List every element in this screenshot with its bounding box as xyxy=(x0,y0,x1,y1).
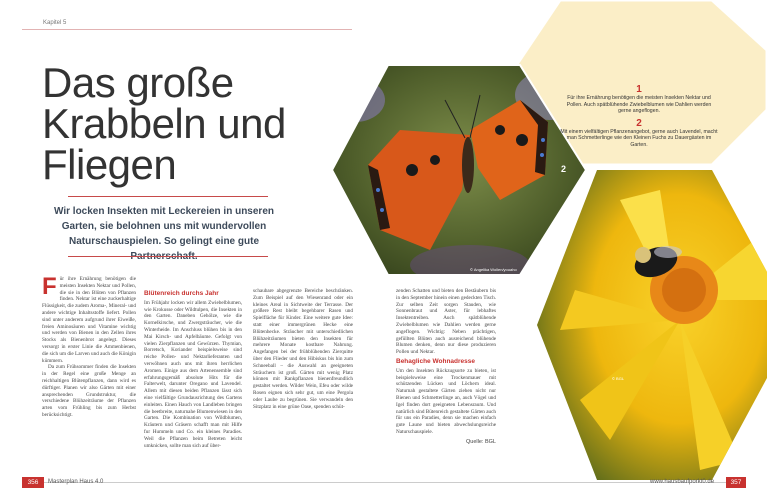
col3-paragraph: schaubare abgegrenzte Bereiche beschränken. Zum Beispiel auf den Wiesenrand oder ein kleines Areal in Sichtweite der Terrasse. Der größere Rest bleibt begehbarer Rasen und Spielfläche für Kinder. Eine weitere gute Idee: statt einer immergrünen Hecke eine Blütenhecke. Sträucher mit unterschiedlichen Blühzeiträumen bieten den Insekten für mehrere Monate kostbare Nahrung. Angefangen bei der frühblühenden Zierquitte über den Flieder und den Hibiskus bis hin zum Schneeball – die Auswahl an geeigneten Sträuchern ist groß. Gärten mit wenig Platz können mit Rankpflanzen bienenfreundlich gestaltet werden. Wilder Wein, Efeu oder wilde Rosen eignen sich sehr gut, um eine Pergola oder Laube zu begrünen. Sie verwandeln den Sitzplatz in eine grüne Oase, spenden schüt- xyxy=(253,288,353,410)
col4-paragraph-1: zenden Schatten und bieten den Bestäubern bis in den September hinein einen gedeckten Tisch. Zur selben Zeit sorgen Stauden, wie Sonnenbraut und Aster, für lebhaftes Insektentreiben. Auch spätblühende Zwiebelblumen wie Dahlien werden gerne angeflogen. Wichtig: Neben prächtigen, gefüllten Blüten auch ausreichend blühende Blumen denken, denn nur diese produzieren Pollen und Nektar. xyxy=(396,288,496,356)
top-divider xyxy=(22,29,352,30)
subhead-bluetenreich: Blütenreich durchs Jahr xyxy=(144,290,219,297)
intro-rule-top xyxy=(68,196,268,197)
intro-text: Wir locken Insekten mit Leckereien in unseren Garten, sie belohnen uns mit wundervollen Naturschauspielen. So gelingt eine gute xyxy=(54,206,274,247)
info-number-2: 2 xyxy=(636,117,642,129)
bee-photo xyxy=(535,165,767,485)
info-text-2: Mit einem vielfältigen Pflanzenangebot, gerne auch Lavendel, macht man Schmetterlinge wie den Kleinen Fuchs zu Dauergästen im Garten. xyxy=(560,128,718,148)
butterfly-photo-number: 2 xyxy=(561,164,567,174)
footer-divider xyxy=(22,482,745,483)
info-number-1: 1 xyxy=(636,84,642,95)
col2-paragraph: Im Frühjahr locken wir allem Zwiebelblumen, wie Krokusse oder Wildtulpen, die Insekten in den Garten. Daneben Gehölze, wie die Kornelkirsche, und Zwergsträucher, wie die Winterheide. Im Anschluss blühen bis in den Mai Kirsch- und Apfelbäume. Gefolgt von vielen Zierpflanzen und Gewürzen. Thymian, Borretsch, Koriander beispielsweise sind reiche Pollen- und Nektarlieferanten und verwöhnen auch uns mit ihren herrlichen Aromen. Einige aus dem Artenensemble sind erfahrungsgemäß absolute Hits für die Falterwelt, darunter Oregano und Lavendel. Allem mit diesen beiden Pflanzen lässt sich eine vielfältige Grundausrichtung des Gartens einleiten. Einen Hauch von Landleben bringen die beetbreite, naturnahe Blumenwiesen in den Garten. Die Kombination von Wildblumen, Kräutern und Gräsern schafft man mit Hilfe fur Hummeln und Co. ein kleines Paradies. Weil die Pflanzen beim Betreten leicht umknicken, sollte man sich auf über- xyxy=(144,299,242,449)
butterfly-photo-credit: © Angelika Wollen/youaho xyxy=(470,267,517,272)
title-line-3: Fliegen xyxy=(42,141,177,188)
title-line-2: Krabbeln und xyxy=(42,100,286,147)
title-line-1: Das große xyxy=(42,59,234,106)
col4-paragraph-2: Um den Insekten Rückzugsorte zu bieten, ist beispielsweise eine Trockenmauer mit schützenden Lücken und Löchern ideal. Naturnah gestaltete Gärten ziehen nicht nur Bienen und Schmetterlinge an, auch Vögel und Igel finden dort geeigneten Lebensraum. Und natürlich sind Bütenreich gestaltete Gärten auch für uns ein Paradies, denn sie machen einfach gute Laune und bieten abwechslungsreiche Naturschauspiele. xyxy=(396,367,496,435)
article-column-4 xyxy=(396,288,496,468)
info-box xyxy=(560,85,718,149)
subhead-wohnadresse: Behagliche Wohnadresse xyxy=(396,357,475,365)
article-column-2 xyxy=(144,288,242,466)
source-credit: Quelle: BGL xyxy=(466,438,496,445)
dropcap: F xyxy=(42,276,57,300)
page-number-left: 356 xyxy=(22,477,44,488)
col1-paragraph-2: Da zum Frühsommer finden die Insekten in der Regel eine große Menge an reichhaltigen Blütenpflanzen, dann wird es dürftiger. Planen wir also Gärten mit einer ansprechenden Grundstruktur, die verschiedene Blühzeiträume der Pflanzen arten vom Frühling bis zum Herbst berücksichtigt. xyxy=(42,364,136,418)
bee-photo-number: 1 xyxy=(584,174,590,184)
col1-paragraph-1: ür ihre Ernährung benötigen die meisten Insekten Nektar und Pollen, die sie in den Blüten von Pflanzen finden. Nektar ist eine zuckerhaltige Flüssigkeit, die zudem Aroma-, Mineral- und andere wichtige Inhaltsstoffe liefert. Pollen sind unter anderem aufgrund ihrer Eiweiße, freien Aminosäuren und Vitamine wichtig und werden von Bienen in den Zellen ihres Stocks als Bienenbrot angelegt. Dieses versorgt in erster Linie die Ammenbienen, die sich um die Larven und auch die Königin kümmern. xyxy=(42,276,136,364)
publication-name: Masterplan Haus 4.0 xyxy=(48,479,104,485)
bee-photo-credit: © BGL xyxy=(612,376,625,381)
chapter-label: Kapitel 5 xyxy=(43,20,67,26)
page-title xyxy=(42,59,342,188)
article-column-1 xyxy=(42,276,136,466)
intro-rule-bottom xyxy=(68,256,268,257)
info-text-1: Für ihre Ernährung benötigen die meisten Insekten Nektar und Pollen. Auch spätblühende Zwiebelblumen wie Dahlien werden gerne angeflogen. xyxy=(566,95,712,115)
website-url: www.hausbaufporkt0.de xyxy=(650,479,715,485)
page-number-right: 357 xyxy=(726,477,746,488)
article-column-3 xyxy=(253,288,353,464)
